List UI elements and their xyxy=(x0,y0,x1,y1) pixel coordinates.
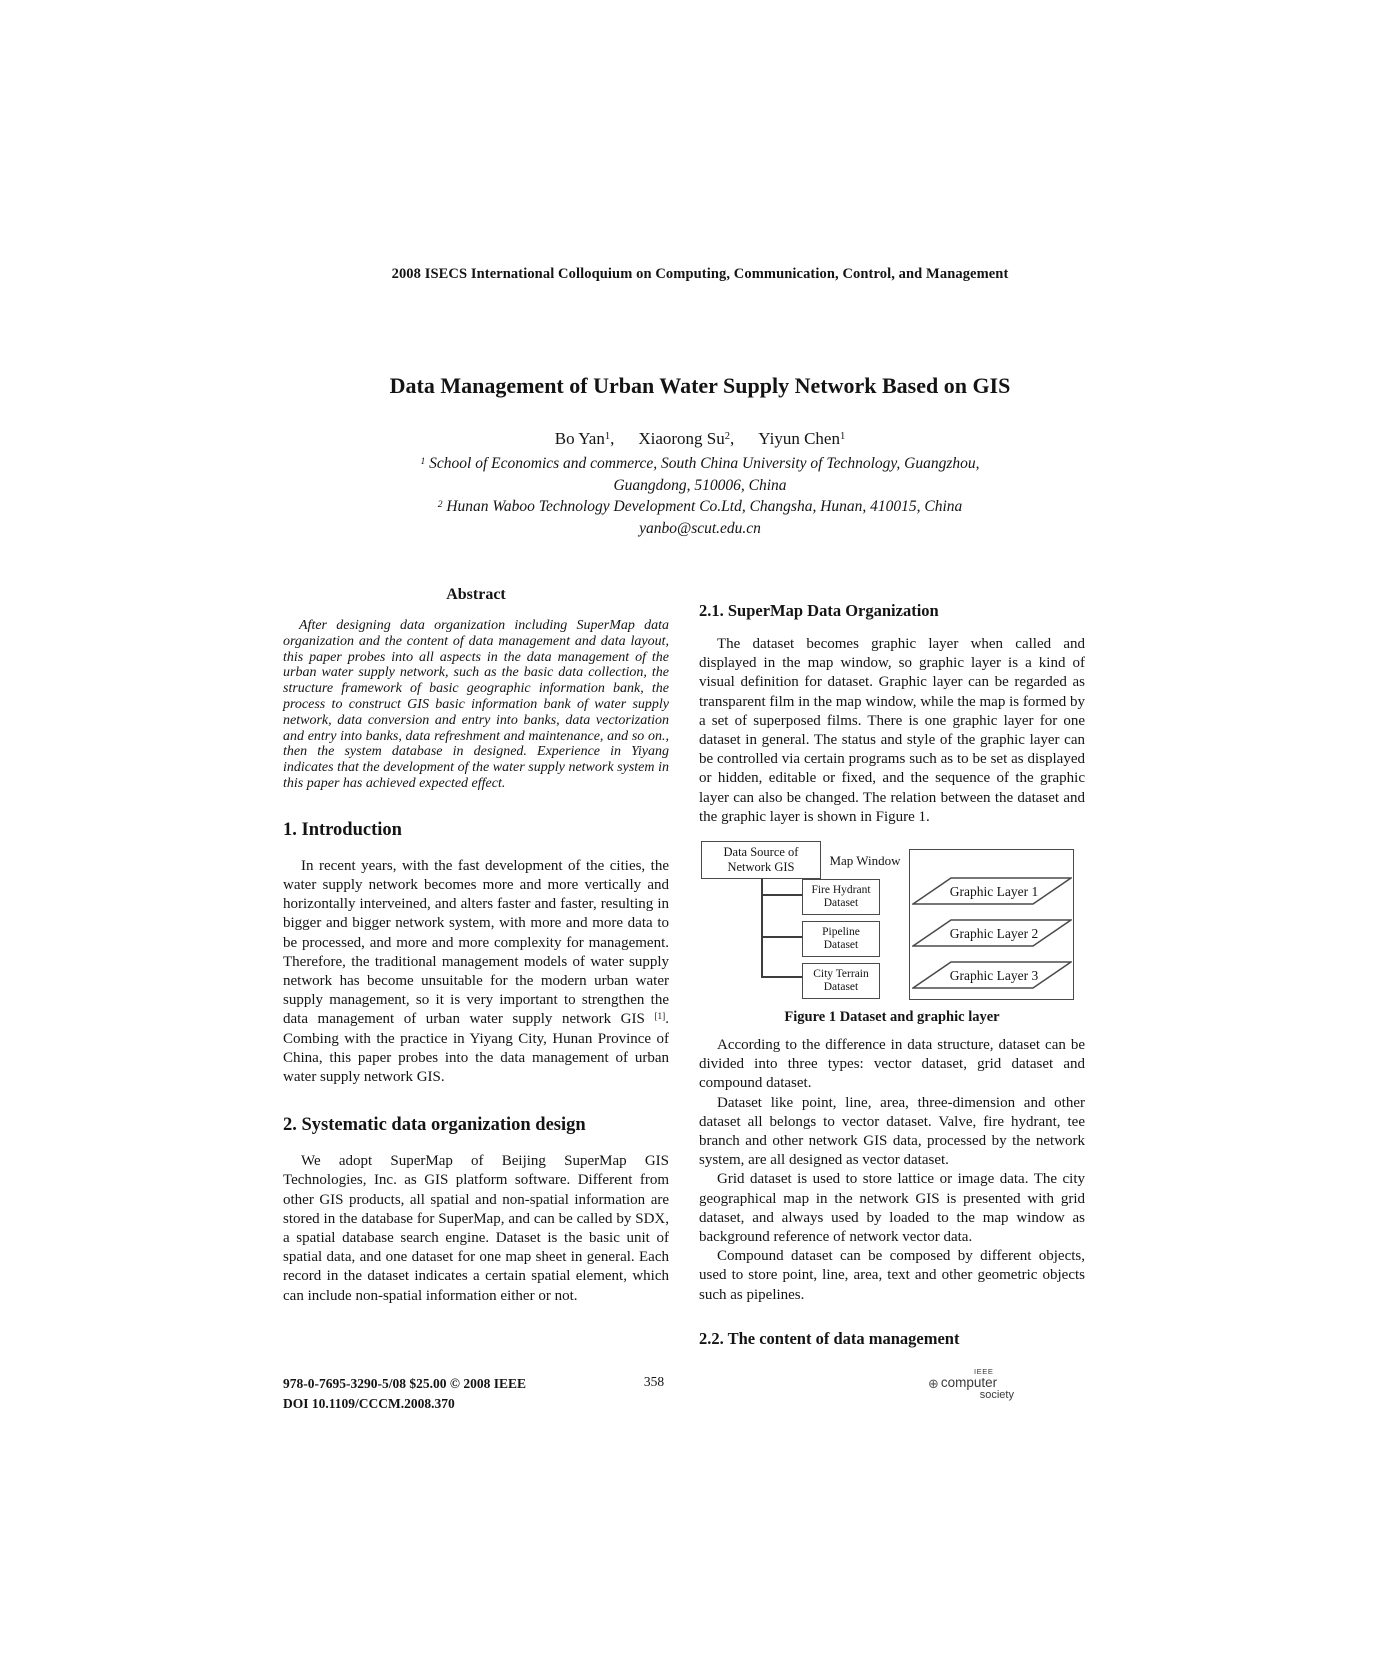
author-superscript: 1 xyxy=(839,431,846,443)
dataset-label-line1: City Terrain xyxy=(813,967,869,980)
graphic-layer-label: Graphic Layer 1 xyxy=(949,884,1039,900)
author-name: Xiaorong Su xyxy=(638,429,725,448)
copyright-line: 978-0-7695-3290-5/08 $25.00 © 2008 IEEE xyxy=(283,1376,526,1391)
map-window-label: Map Window xyxy=(829,853,901,869)
paragraph-text: . Combing with the practice in Yiyang City, Hunan Province of China, this paper probes into the data management of urban water supply network GIS. xyxy=(283,1011,669,1085)
subsection-heading-content-of-data-management: 2.2. The content of data management xyxy=(699,1328,960,1348)
graphic-layer-label: Graphic Layer 2 xyxy=(949,926,1039,942)
dataset-label-line2: Dataset xyxy=(823,981,859,994)
figure1-connector-line xyxy=(761,936,803,938)
affiliation-line xyxy=(0,496,1400,518)
figure1-connector-line xyxy=(761,976,803,978)
section21-paragraph: Compound dataset can be composed by different objects, used to store point, line, area, text and other geometric objects such as pipelines. xyxy=(699,1248,1085,1303)
page-number: 358 xyxy=(643,1374,665,1389)
byline xyxy=(0,429,1400,539)
data-source-label-line2: Network GIS xyxy=(727,860,795,875)
graphic-layer-1-parallelogram xyxy=(912,877,1072,905)
ieee-cs-globe-icon: ⊕ xyxy=(928,1375,939,1391)
citation-marker: [1] xyxy=(654,1012,666,1023)
figure1-connector-vertical-line xyxy=(761,878,763,978)
section2-paragraph: We adopt SuperMap of Beijing SuperMap GIS Technologies, Inc. as GIS platform software. Different from other GIS products, all spatial and non-spatial information are stored in the database for SuperMap, and can be called by SDX, a spatial database search engine. Dataset is the basic unit of spatial data, and one dataset for one map sheet in general. Each record in the dataset indicates a certain spatial element, which can include non-spatial information either or not. xyxy=(283,1153,669,1304)
figure1-caption: Figure 1 Dataset and graphic layer xyxy=(784,1009,1000,1026)
dataset-label-line1: Pipeline xyxy=(822,925,860,938)
conference-header: 2008 ISECS International Colloquium on Computing, Communication, Control, and Management xyxy=(391,266,1009,282)
affiliation-text: Hunan Waboo Technology Development Co.Ltd, Changsha, Hunan, 410015, China xyxy=(446,498,963,515)
section21-paragraph: Grid dataset is used to store lattice or image data. The city geographical map in the network GIS is presented with grid dataset, and always used by loaded to the map window as background reference of network vector data. xyxy=(699,1171,1085,1246)
left-column xyxy=(283,586,669,1306)
graphic-layer-label: Graphic Layer 3 xyxy=(949,968,1039,984)
right-column xyxy=(699,601,1085,1363)
author-superscript: 2 xyxy=(724,431,731,443)
affiliation-line xyxy=(0,453,1400,475)
section-heading-introduction: 1. Introduction xyxy=(283,819,402,840)
affiliation-line xyxy=(0,475,1400,497)
author-superscript: 1 xyxy=(604,431,611,443)
author-separator: , xyxy=(730,429,735,448)
dataset-label-line1: Fire Hydrant xyxy=(811,883,871,896)
author-line xyxy=(0,429,1400,449)
section21-paragraph: According to the difference in data structure, dataset can be divided into three types: vector dataset, grid dataset and compound dataset. xyxy=(699,1037,1085,1092)
affiliation-superscript: 1 xyxy=(420,455,426,467)
abstract-paragraph: After designing data organization including SuperMap data organization and the content of data management and data layout, this paper probes into all aspects in the data management of the urban water supply network, such as the basic data collection, the structure framework of basic geographic information bank, the process to construct GIS basic information bank of water supply network, data conversion and entry into banks, data vectorization and entry into banks, data refreshment and maintenance, and so on., then the system database in designed. Experience in Yiyang indicates that the development of the water supply network system in this paper has achieved expected effect. xyxy=(283,618,669,791)
author-name: Yiyun Chen xyxy=(758,429,840,448)
city-terrain-dataset-box xyxy=(802,963,880,999)
affiliation-text: Guangdong, 510006, China xyxy=(613,476,787,494)
data-source-label-line1: Data Source of xyxy=(723,845,799,860)
figure1-connector-line xyxy=(761,894,803,896)
affiliation-superscript: 2 xyxy=(437,498,443,510)
section21-paragraph: The dataset becomes graphic layer when called and displayed in the map window, so graphic layer is a kind of visual definition for dataset. Graphic layer can be regarded as transparent film in the map window, while the map is formed by a set of superposed films. There is one graphic layer for one dataset in general. The status and style of the graphic layer can be controlled via certain programs such as to be set as displayed or hidden, editable or fixed, and the sequence of the graphic layer can also be changed. The relation between the dataset and the graphic layer is shown in Figure 1. xyxy=(699,636,1085,825)
author-separator: , xyxy=(610,429,615,448)
author-name: Bo Yan xyxy=(554,429,605,448)
graphic-layer-3-parallelogram xyxy=(912,961,1072,989)
doi-line: DOI 10.1109/CCCM.2008.370 xyxy=(283,1395,455,1411)
section-heading-data-organization: 2. Systematic data organization design xyxy=(283,1115,586,1136)
subsection-heading-supermap: 2.1. SuperMap Data Organization xyxy=(699,601,939,620)
dataset-label-line2: Dataset xyxy=(823,897,859,910)
figure1-data-source-box xyxy=(701,841,821,879)
affiliation-text: School of Economics and commerce, South China University of Technology, Guangzhou, xyxy=(429,455,980,472)
abstract-heading: Abstract xyxy=(446,586,506,603)
fire-hydrant-dataset-box xyxy=(802,879,880,915)
ieee-computer-society-logo xyxy=(928,1368,1014,1401)
logo-ieee-text: IEEE xyxy=(974,1367,994,1376)
logo-society-text: society xyxy=(979,1389,1014,1401)
paper-title: Data Management of Urban Water Supply Network Based on GIS xyxy=(389,373,1011,398)
dataset-label-line2: Dataset xyxy=(823,939,859,952)
paragraph-text: In recent years, with the fast development of the cities, the water supply network becomes more and more vertically and horizontally interveined, and alters faster and faster, resulting in bigger and bigger network system, with more and more data to be processed, and more and more complexity for management. Therefore, the traditional management models of water supply network has become unsuitable for the modern urban water supply management, so it is very important to strengthen the data management of urban water supply network GIS xyxy=(283,857,669,1028)
figure1-diagram xyxy=(699,839,1079,1005)
introduction-paragraph xyxy=(283,857,669,1087)
pipeline-dataset-box xyxy=(802,921,880,957)
author-email: yanbo@scut.edu.cn xyxy=(639,519,761,537)
footer-copyright-block xyxy=(283,1374,526,1413)
section21-paragraph: Dataset like point, line, area, three-dimension and other dataset all belongs to vector dataset. Valve, fire hydrant, tee branch and other network GIS data, processed by the network system, are all designed as vector dataset. xyxy=(699,1094,1085,1169)
logo-computer-text: computer xyxy=(940,1375,998,1390)
graphic-layer-2-parallelogram xyxy=(912,919,1072,947)
